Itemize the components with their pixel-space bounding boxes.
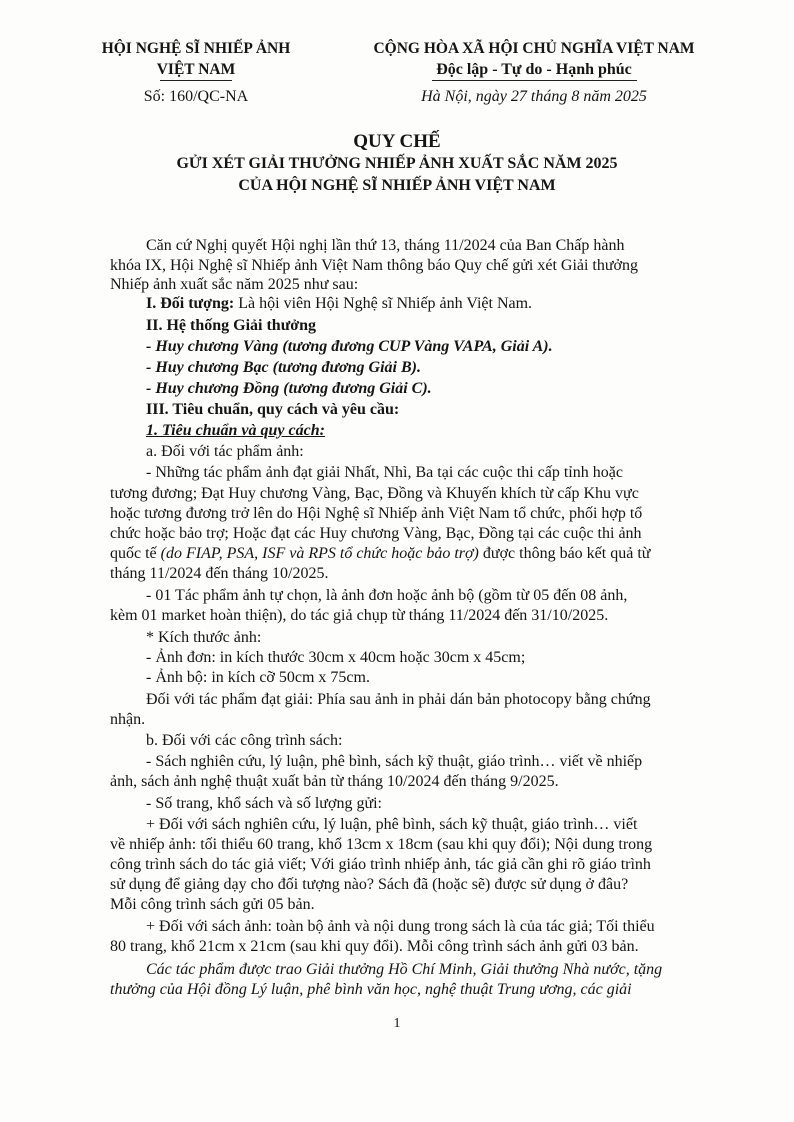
place-date: Hà Nội, ngày 27 tháng 8 năm 2025	[421, 88, 647, 105]
paragraph-line: - Những tác phẩm ảnh đạt giải Nhất, Nhì, Ba tại các cuộc thi cấp tỉnh hoặc	[146, 464, 623, 481]
org-name-line1: HỘI NGHỆ SĨ NHIẾP ẢNH	[101, 40, 291, 57]
paragraph-line	[110, 544, 650, 564]
subsection-1-heading: 1. Tiêu chuẩn và quy cách:	[146, 422, 325, 439]
paragraph-line: kèm 01 market hoàn thiện), do tác giả chụp từ tháng 11/2024 đến 31/10/2025.	[110, 607, 609, 624]
size-set: - Ảnh bộ: in kích cỡ 50cm x 75cm.	[146, 669, 370, 686]
paragraph-line: ảnh, sách ảnh nghệ thuật xuất bản từ tháng 10/2024 đến tháng 9/2025.	[110, 773, 559, 790]
motto-underline	[432, 80, 637, 81]
paragraph-line: - Sách nghiên cứu, lý luận, phê bình, sách kỹ thuật, giáo trình… viết về nhiếp	[146, 753, 643, 770]
intro-line: Căn cứ Nghị quyết Hội nghị lần thứ 13, tháng 11/2024 của Ban Chấp hành	[146, 237, 625, 254]
org-name-line2: VIỆT NAM	[156, 61, 236, 78]
paragraph-line: - 01 Tác phẩm ảnh tự chọn, là ảnh đơn hoặc ảnh bộ (gồm từ 05 đến 08 ảnh,	[146, 587, 628, 604]
org-underline	[160, 80, 232, 81]
award-silver: - Huy chương Bạc (tương đương Giải B).	[146, 359, 421, 376]
section-1	[146, 294, 532, 314]
paragraph-line: + Đối với sách nghiên cứu, lý luận, phê bình, sách kỹ thuật, giáo trình… viết	[146, 816, 638, 833]
paragraph-line: sử dụng để giảng dạy cho đối tượng nào? Sách đã (hoặc sẽ) được sử dụng ở đâu?	[110, 876, 629, 893]
paragraph-line: Các tác phẩm được trao Giải thưởng Hồ Chí Minh, Giải thưởng Nhà nước, tặng	[146, 961, 663, 978]
item-a-label: a. Đối với tác phẩm ảnh:	[146, 443, 304, 460]
document-subtitle-2: CỦA HỘI NGHỆ SĨ NHIẾP ẢNH VIỆT NAM	[238, 177, 556, 194]
section-2-heading: II. Hệ thống Giải thưởng	[146, 317, 317, 334]
paragraph-line: tháng 11/2024 đến tháng 10/2025.	[110, 565, 329, 582]
text-span: được thông báo kết quả từ	[478, 545, 651, 562]
paragraph-line: hoặc tương đương trở lên do Hội Nghệ sĩ Nhiếp ảnh Việt Nam tổ chức, phối hợp tổ	[110, 505, 643, 522]
item-b-label: b. Đối với các công trình sách:	[146, 732, 343, 749]
motto: Độc lập - Tự do - Hạnh phúc	[436, 61, 632, 78]
paragraph-line: thưởng của Hội đồng Lý luận, phê bình văn học, nghệ thuật Trung ương, các giải	[110, 981, 632, 998]
size-label: * Kích thước ảnh:	[146, 629, 262, 646]
award-gold: - Huy chương Vàng (tương đương CUP Vàng VAPA, Giải A).	[146, 338, 553, 355]
paragraph-line: 80 trang, khổ 21cm x 21cm (sau khi quy đổi). Mỗi công trình sách ảnh gửi 03 bản.	[110, 938, 639, 955]
page-number: 1	[393, 1016, 401, 1031]
document-subtitle-1: GỬI XÉT GIẢI THƯỞNG NHIẾP ẢNH XUẤT SẮC NĂM 2025	[176, 155, 618, 172]
award-bronze: - Huy chương Đồng (tương đương Giải C).	[146, 380, 432, 397]
text-span: quốc tế	[110, 545, 161, 562]
document-title: QUY CHẾ	[353, 131, 441, 152]
paragraph-line: chức hoặc bảo trợ; Hoặc đạt các Huy chương Vàng, Bạc, Đồng tại các cuộc thi ảnh	[110, 525, 642, 542]
paragraph-line: nhận.	[110, 711, 146, 728]
paragraph-line: về nhiếp ảnh: tối thiểu 60 trang, khổ 13cm x 18cm (sau khi quy đổi); Nội dung trong	[110, 836, 653, 853]
section-1-label: I. Đối tượng:	[146, 295, 235, 312]
paragraph-line: - Số trang, khổ sách và số lượng gửi:	[146, 795, 382, 812]
paragraph-line: tương đương; Đạt Huy chương Vàng, Bạc, Đồng và Khuyến khích từ cấp Khu vực	[110, 485, 639, 502]
paragraph-line: công trình sách do tác giả viết; Với giáo trình nhiếp ảnh, tác giả cần ghi rõ giáo trình	[110, 856, 651, 873]
section-3-heading: III. Tiêu chuẩn, quy cách và yêu cầu:	[146, 401, 400, 418]
italic-span: (do FIAP, PSA, ISF và RPS tổ chức hoặc bảo trợ)	[160, 545, 479, 562]
section-1-text: Là hội viên Hội Nghệ sĩ Nhiếp ảnh Việt Nam.	[234, 295, 533, 312]
size-single: - Ảnh đơn: in kích thước 30cm x 40cm hoặc 30cm x 45cm;	[146, 649, 526, 666]
paragraph-line: + Đối với sách ảnh: toàn bộ ảnh và nội dung trong sách là của tác giả; Tối thiểu	[146, 918, 655, 935]
document-number: Số: 160/QC-NA	[143, 88, 249, 105]
intro-line: khóa IX, Hội Nghệ sĩ Nhiếp ảnh Việt Nam thông báo Quy chế gửi xét Giải thưởng	[110, 257, 639, 274]
country-name: CỘNG HÒA XÃ HỘI CHỦ NGHĨA VIỆT NAM	[373, 40, 695, 57]
paragraph-line: Mỗi công trình sách gửi 05 bản.	[110, 896, 315, 913]
intro-line: Nhiếp ảnh xuất sắc năm 2025 như sau:	[110, 276, 359, 293]
paragraph-line: Đối với tác phẩm đạt giải: Phía sau ảnh in phải dán bản photocopy bằng chứng	[146, 691, 651, 708]
